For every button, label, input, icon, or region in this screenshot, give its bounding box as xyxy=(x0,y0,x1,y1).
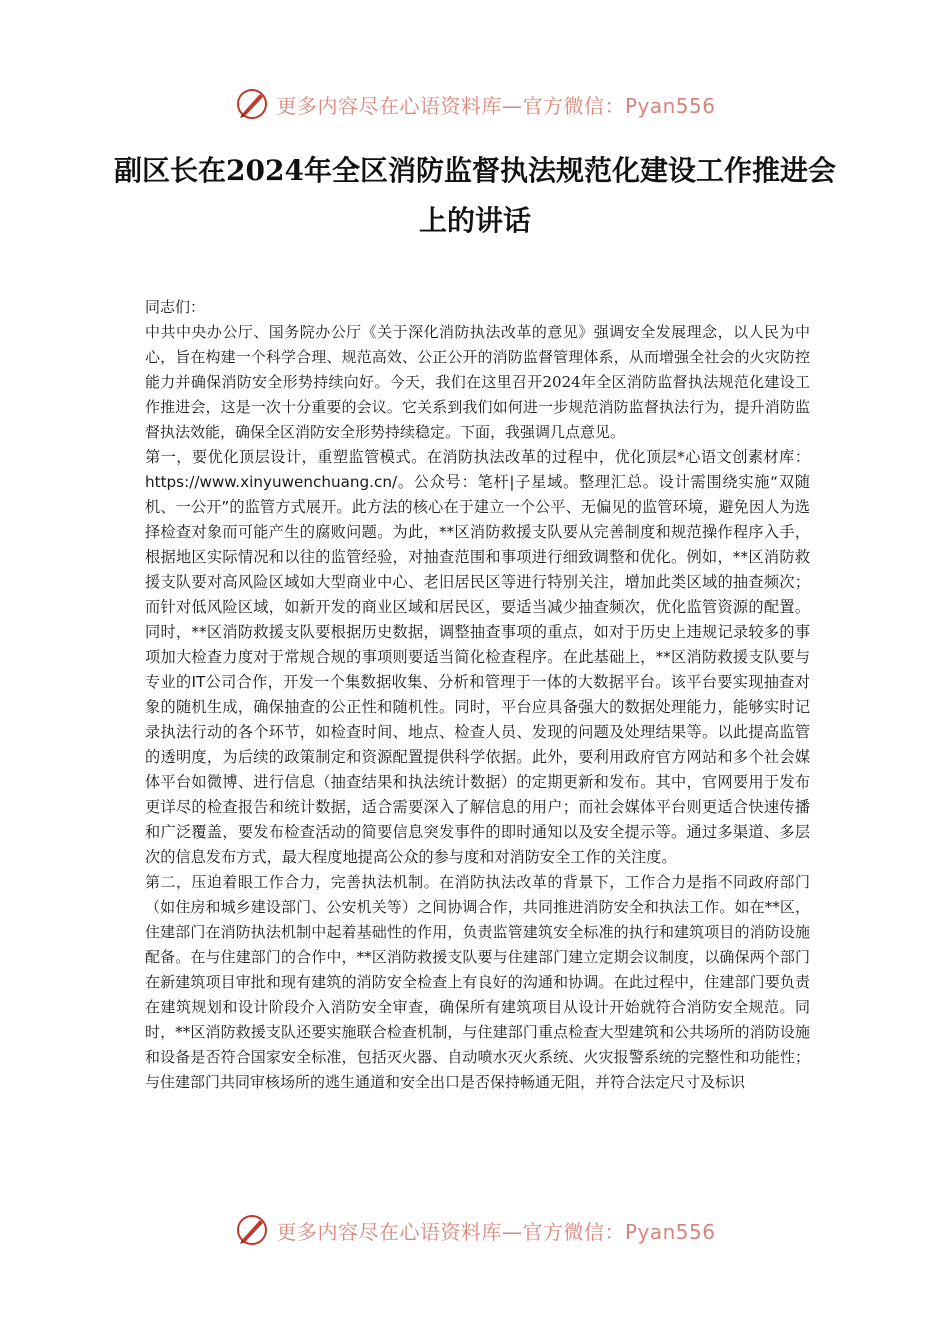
header-watermark-banner xyxy=(0,84,950,124)
document-title: 副区长在2024年全区消防监督执法规范化建设工作推进会上的讲话 xyxy=(114,154,836,237)
pen-nib-logo-icon xyxy=(234,1212,270,1248)
footer-watermark-banner xyxy=(0,1210,950,1250)
paragraph-intro: 中共中央办公厅、国务院办公厅《关于深化消防执法改革的意见》强调安全发展理念，以人民为中心，旨在构建一个科学合理、规范高效、公正公开的消防监督管理体系，从而增强全社会的火灾防控能力并确保消防安全形势持续向好。今天，我们在这里召开2024年全区消防监督执法规范化建设工作推进会，这是一次十分重要的会议。它关系到我们如何进一步规范消防监督执法行为，提升消防监督执法效能，确保全区消防安全形势持续稳定。下面，我强调几点意见。 xyxy=(145,323,810,441)
footer-watermark-text: 更多内容尽在心语资料库—官方微信：Pyan556 xyxy=(276,1219,716,1244)
paragraph-second-point: 第二，压迫着眼工作合力，完善执法机制。在消防执法改革的背景下，工作合力是指不同政府部门（如住房和城乡建设部门、公安机关等）之间协调合作，共同推进消防安全和执法工作。如在**区，住建部门在消防执法机制中起着基础性的作用，负责监管建筑安全标准的执行和建筑项目的消防设施配备。在与住建部门的合作中，**区消防救援支队要与住建部门建立定期会议制度，以确保两个部门在新建筑项目审批和现有建筑的消防安全检查上有良好的沟通和协调。在此过程中，住建部门要负责在建筑规划和设计阶段介入消防安全审查，确保所有建筑项目从设计开始就符合消防安全规范。同时，**区消防救援支队还要实施联合检查机制，与住建部门重点检查大型建筑和公共场所的消防设施和设备是否符合国家安全标准，包括灭火器、自动喷水灭火系统、火灾报警系统的完整性和功能性；与住建部门共同审核场所的逃生通道和安全出口是否保持畅通无阻，并符合法定尺寸及标识 xyxy=(145,873,810,1091)
header-watermark-text: 更多内容尽在心语资料库—官方微信：Pyan556 xyxy=(276,93,716,118)
pen-nib-logo-icon xyxy=(234,86,270,122)
salutation: 同志们： xyxy=(145,298,206,316)
document-body xyxy=(145,295,810,1095)
paragraph-first-point: 第一，要优化顶层设计，重塑监管模式。在消防执法改革的过程中，优化顶层*心语文创素材库：https://www.xinyuwenchuang.cn/。公众号：笔杆|子星域。整理汇总。设计需围绕实施“双随机、一公开”的监管方式展开。此方法的核心在于建立一个公平、无偏见的监管环境，避免因人为选择检查对象而可能产生的腐败问题。为此，**区消防救援支队要从完善制度和规范操作程序入手，根据地区实际情况和以往的监管经验，对抽查范围和事项进行细致调整和优化。例如，**区消防救援支队要对高风险区域如大型商业中心、老旧居民区等进行特别关注，增加此类区域的抽查频次；而针对低风险区域，如新开发的商业区域和居民区，要适当减少抽查频次，优化监管资源的配置。同时，**区消防救援支队要根据历史数据，调整抽查事项的重点，如对于历史上违规记录较多的事项加大检查力度对于常规合规的事项则要适当简化检查程序。在此基础上，**区消防救援支队要与专业的IT公司合作，开发一个集数据收集、分析和管理于一体的大数据平台。该平台要实现抽查对象的随机生成，确保抽查的公正性和随机性。同时，平台应具备强大的数据处理能力，能够实时记录执法行动的各个环节，如检查时间、地点、检查人员、发现的问题及处理结果等。以此提高监管的透明度，为后续的政策制定和资源配置提供科学依据。此外，要利用政府官方网站和多个社会媒体平台如微博、进行信息（抽查结果和执法统计数据）的定期更新和发布。其中，官网要用于发布更详尽的检查报告和统计数据，适合需要深入了解信息的用户；而社会媒体平台则更适合快速传播和广泛覆盖，要发布检查活动的简要信息突发事件的即时通知以及安全提示等。通过多渠道、多层次的信息发布方式，最大程度地提高公众的参与度和对消防安全工作的关注度。 xyxy=(145,448,810,866)
